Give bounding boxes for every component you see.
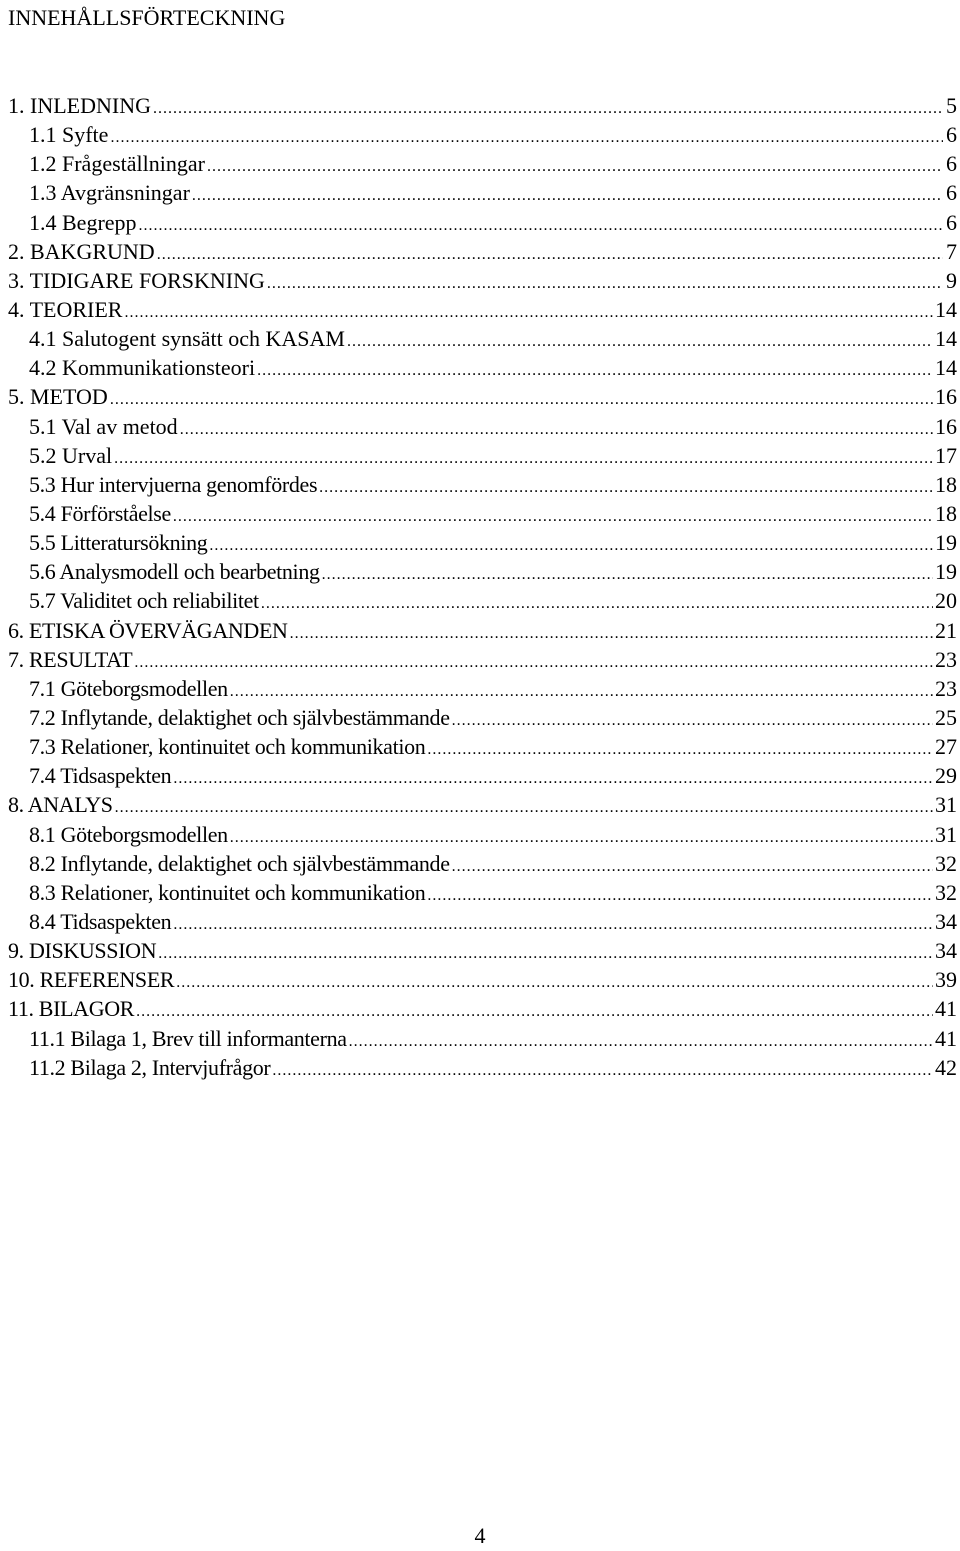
toc-entry-page: 17 (935, 442, 957, 468)
toc-list (8, 91, 960, 1082)
toc-entry-page: 19 (935, 530, 957, 556)
toc-dot-leader (257, 356, 933, 385)
toc-entry-page: 39 (935, 967, 957, 993)
toc-dot-leader (157, 240, 943, 269)
toc-entry-page: 16 (935, 384, 957, 410)
toc-entry-title: 5.3 Hur intervjuerna genomfördes (29, 471, 318, 497)
toc-dot-leader (192, 181, 943, 210)
toc-entry-title: 5.5 Litteratursökning (29, 530, 208, 556)
toc-entry[interactable] (8, 820, 960, 849)
toc-entry-page: 14 (935, 355, 957, 381)
toc-dot-leader (176, 968, 933, 997)
toc-dot-leader (158, 939, 933, 968)
toc-entry-page: 41 (935, 1025, 957, 1051)
toc-entry-page: 5 (946, 93, 957, 118)
toc-entry-title: 3. TIDIGARE FORSKNING (8, 267, 265, 293)
toc-entry-page: 6 (946, 151, 957, 177)
toc-entry[interactable] (8, 1024, 960, 1053)
toc-entry-page: 34 (935, 938, 957, 964)
toc-dot-leader (347, 327, 933, 356)
toc-entry-page: 23 (935, 646, 957, 672)
toc-entry[interactable] (8, 586, 960, 615)
toc-entry[interactable] (8, 499, 960, 528)
toc-entry-title: 5.4 Förförståelse (29, 500, 171, 526)
toc-dot-leader (427, 881, 933, 910)
toc-entry-page: 21 (935, 617, 957, 643)
toc-entry-title: 11. BILAGOR (8, 996, 135, 1022)
toc-entry[interactable] (8, 237, 960, 266)
toc-entry-title: 8. ANALYS (8, 792, 113, 818)
toc-entry-title: 10. REFERENSER (8, 967, 175, 993)
toc-entry[interactable] (8, 441, 960, 470)
toc-dot-leader (267, 269, 943, 298)
toc-entry-page: 31 (935, 792, 957, 818)
toc-entry-title: 1. INLEDNING (8, 93, 151, 118)
toc-entry[interactable] (8, 324, 960, 353)
toc-entry[interactable] (8, 382, 960, 411)
toc-entry-page: 41 (935, 996, 957, 1022)
toc-entry-page: 19 (935, 559, 957, 585)
toc-entry-title: 8.2 Inflytande, delaktighet och självbestämmande (29, 850, 450, 876)
toc-entry[interactable] (8, 470, 960, 499)
toc-entry[interactable] (8, 1053, 960, 1082)
toc-entry-title: 1.2 Frågeställningar (29, 151, 205, 177)
toc-dot-leader (114, 444, 933, 473)
toc-dot-leader (272, 1056, 933, 1085)
toc-dot-leader (452, 852, 933, 881)
toc-dot-leader (124, 298, 933, 327)
toc-entry[interactable] (8, 936, 960, 965)
page-number: 4 (474, 1523, 486, 1548)
toc-entry[interactable] (8, 761, 960, 790)
toc-dot-leader (319, 473, 933, 502)
toc-entry-title: 11.2 Bilaga 2, Intervjufrågor (29, 1054, 271, 1080)
toc-entry[interactable] (8, 412, 960, 441)
toc-entry[interactable] (8, 353, 960, 382)
toc-dot-leader (427, 735, 933, 764)
toc-entry-title: 2. BAKGRUND (8, 238, 155, 264)
toc-entry-page: 16 (935, 413, 957, 439)
toc-dot-leader (139, 211, 943, 240)
toc-entry[interactable] (8, 645, 960, 674)
toc-entry-page: 32 (935, 850, 957, 876)
toc-entry-page: 31 (935, 821, 957, 847)
toc-entry[interactable] (8, 91, 960, 120)
toc-entry[interactable] (8, 849, 960, 878)
toc-entry[interactable] (8, 208, 960, 237)
toc-dot-leader (173, 502, 933, 531)
toc-entry-title: 4.2 Kommunikationsteori (29, 355, 256, 381)
toc-entry-page: 23 (935, 675, 957, 701)
toc-dot-leader (349, 1027, 933, 1056)
toc-entry-title: 5.7 Validitet och reliabilitet (29, 588, 259, 614)
toc-dot-leader (230, 677, 933, 706)
toc-entry-title: 7. RESULTAT (8, 646, 133, 672)
toc-entry[interactable] (8, 178, 960, 207)
toc-entry-page: 34 (935, 908, 957, 934)
toc-entry[interactable] (8, 120, 960, 149)
toc-entry-page: 6 (946, 209, 957, 235)
toc-entry-title: 9. DISKUSSION (8, 938, 157, 964)
toc-entry[interactable] (8, 907, 960, 936)
toc-dot-leader (230, 823, 933, 852)
toc-entry-title: 8.4 Tidsaspekten (29, 908, 172, 934)
toc-dot-leader (110, 123, 943, 152)
toc-entry[interactable] (8, 528, 960, 557)
toc-entry-title: 7.2 Inflytande, delaktighet och självbestämmande (29, 704, 450, 730)
toc-dot-leader (322, 560, 933, 589)
toc-entry[interactable] (8, 674, 960, 703)
toc-dot-leader (173, 910, 933, 939)
toc-dot-leader (290, 619, 933, 648)
toc-entry-page: 6 (946, 180, 957, 206)
toc-entry-title: 1.1 Syfte (29, 122, 109, 148)
toc-dot-leader (207, 152, 943, 181)
toc-dot-leader (209, 531, 933, 560)
toc-entry-title: 4.1 Salutogent synsätt och KASAM (29, 326, 345, 352)
toc-entry[interactable] (8, 878, 960, 907)
toc-entry[interactable] (8, 703, 960, 732)
toc-entry-page: 29 (935, 763, 957, 789)
toc-dot-leader (110, 385, 933, 414)
toc-entry[interactable] (8, 266, 960, 295)
toc-dot-leader (134, 648, 933, 677)
toc-entry-page: 27 (935, 734, 957, 760)
toc-entry-title: 4. TEORIER (8, 296, 123, 322)
toc-entry-title: 7.1 Göteborgsmodellen (29, 675, 228, 701)
toc-entry[interactable] (8, 732, 960, 761)
toc-entry-title: 6. ETISKA ÖVERVÄGANDEN (8, 617, 288, 643)
toc-entry-title: 7.4 Tidsaspekten (29, 763, 172, 789)
toc-entry-page: 25 (935, 704, 957, 730)
toc-entry[interactable] (8, 790, 960, 819)
toc-entry-page: 6 (946, 122, 957, 148)
toc-entry-page: 14 (935, 296, 957, 322)
toc-dot-leader (136, 997, 933, 1026)
toc-entry-title: 1.3 Avgränsningar (29, 180, 190, 206)
toc-entry[interactable] (8, 557, 960, 586)
toc-entry[interactable] (8, 295, 960, 324)
toc-entry-title: 8.3 Relationer, kontinuitet och kommunikation (29, 879, 426, 905)
toc-heading: INNEHÅLLSFÖRTECKNING (8, 5, 286, 30)
toc-dot-leader (261, 589, 933, 618)
toc-entry-title: 11.1 Bilaga 1, Brev till informanterna (29, 1025, 347, 1051)
toc-entry-page: 18 (935, 471, 957, 497)
toc-dot-leader (452, 706, 933, 735)
toc-entry-title: 5.1 Val av metod (29, 413, 178, 439)
toc-entry-page: 14 (935, 326, 957, 352)
toc-entry-title: 7.3 Relationer, kontinuitet och kommunikation (29, 734, 426, 760)
toc-entry[interactable] (8, 994, 960, 1023)
toc-entry-page: 20 (935, 588, 957, 614)
toc-entry-title: 8.1 Göteborgsmodellen (29, 821, 228, 847)
toc-entry-page: 9 (946, 267, 957, 293)
toc-entry[interactable] (8, 965, 960, 994)
toc-entry-title: 1.4 Begrepp (29, 209, 137, 235)
toc-entry-page: 42 (935, 1054, 957, 1080)
toc-dot-leader (115, 793, 933, 822)
toc-entry-page: 32 (935, 879, 957, 905)
toc-dot-leader (180, 415, 933, 444)
toc-entry-title: 5.6 Analysmodell och bearbetning (29, 559, 320, 585)
toc-entry[interactable] (8, 616, 960, 645)
toc-entry-page: 18 (935, 500, 957, 526)
toc-dot-leader (153, 94, 943, 123)
toc-entry[interactable] (8, 149, 960, 178)
toc-entry-title: 5. METOD (8, 384, 108, 410)
toc-dot-leader (173, 764, 933, 793)
toc-entry-title: 5.2 Urval (29, 442, 113, 468)
toc-entry-page: 7 (946, 238, 957, 264)
